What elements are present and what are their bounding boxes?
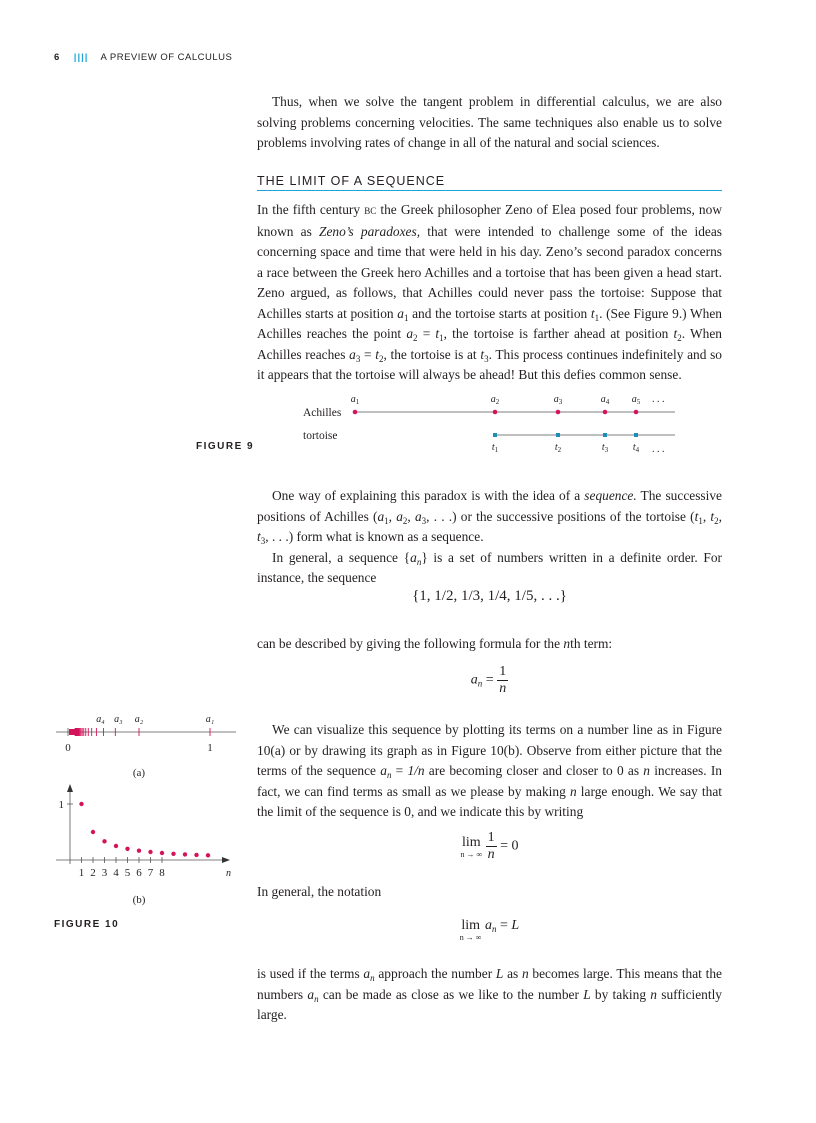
figure-10-label: FIGURE 10 [54,919,120,930]
achilles-position-4 [603,410,608,415]
achilles-label-a4: $a_4$ [600,394,610,406]
achilles-label-a1: $a_1$ [350,394,360,406]
final-paragraph [257,964,722,1026]
formula-limit-zero: lim n → ∞ $\frac{1}{n}$ = 0 [460,830,519,862]
data-point-11 [194,853,198,857]
nth-term-intro [257,634,722,655]
achilles-position-2 [493,410,498,415]
tick-label-one: 1 [207,742,213,754]
achilles-ellipsis: . . . [652,394,665,405]
achilles-position-3 [556,410,561,415]
paragraph-nth-term: can be described by giving the following formula for the nth term: [257,636,613,651]
sequence-set-display [257,588,722,605]
formula-an: $a_n$ = $\frac{1}{n}$ [470,664,507,696]
paragraph-zeno: In the fifth century BC the Greek philosopher Zeno of Elea posed four problems, now known as Zeno’s paradoxes, that were intended to challenge some of the ideas concerning space and time that were held in his day. Zeno’s second paradox concerns a race between the Greek hero Achilles and a tortoise that has been given a head start. Zeno argued, as follows, that Achilles could never pass the tortoise: Suppose that Achilles starts at position $a_1$ and the tortoise starts at position $t_1$. (See Figure 9.) When Achilles reaches the point $a_2 = t_1$, the tortoise is farther ahead at position $t_2$. When Achilles reaches $a_3 = t_2$, the tortoise is at $t_3$. This process continues indefinitely and so it appears that the tortoise will always be ahead! But this defies common sense. [257,202,722,382]
tortoise-ellipsis: . . . [652,444,665,455]
data-point-4 [114,844,118,848]
data-point-10 [183,852,187,856]
term-label-a1: a₁ [205,714,215,725]
page-number: 6 [54,52,60,63]
term-label-a3: a₃ [114,714,123,725]
running-header [54,52,232,63]
visualize-paragraph [257,720,722,823]
x-tick-label-3: 3 [101,867,108,879]
figure-9 [295,390,685,460]
y-tick-label-1: 1 [58,799,64,811]
term-cluster [69,729,79,735]
tortoise-label-t4: $t_4$ [632,442,640,454]
tortoise-position-2 [556,433,560,437]
tortoise-label-t3: $t_3$ [601,442,609,454]
x-tick-label-5: 5 [124,867,131,879]
paragraph-sequence: One way of explaining this paradox is with the idea of a sequence. The successive positions of Achilles ($a_1$, $a_2$, $a_3$, . . .) or the successive positions of the tortoise ($t_1$, $t_2$, $t_3$, . . .) form what is known as a sequence. [257,488,722,546]
x-tick-label-4: 4 [113,867,119,879]
achilles-label: Achilles [303,407,342,419]
x-axis-label-n: n [226,868,231,879]
caption-a: (a) [132,767,146,779]
data-point-12 [206,853,210,857]
formula-limit-L: lim n → ∞ $a_n = L$ [459,918,520,942]
x-tick-label-6: 6 [136,867,142,879]
term-label-a2: a₂ [134,714,144,725]
x-axis-arrow [222,857,230,863]
tortoise-position-4 [634,433,638,437]
achilles-label-a2: $a_2$ [490,394,500,406]
tortoise-label-t2: $t_2$ [554,442,562,454]
data-point-2 [91,830,95,834]
data-point-7 [148,850,152,854]
figure-10a [54,706,239,784]
data-point-1 [79,802,83,806]
tortoise-position-3 [603,433,607,437]
caption-b: (b) [132,894,146,906]
paragraph-notation: In general, the notation [257,884,382,899]
data-point-6 [137,848,141,852]
tick-label-zero: 0 [65,742,71,754]
achilles-label-a5: $a_5$ [631,394,641,406]
sequence-set: {1, 1/2, 1/3, 1/4, 1/5, . . .} [412,588,567,604]
header-bars: |||| [73,52,89,63]
notation-line [257,882,722,903]
running-title: A PREVIEW OF CALCULUS [100,52,233,63]
paragraph-visualize: We can visualize this sequence by plotting its terms on a number line as in Figure 10(a) or by drawing its graph as in Figure 10(b). Observe from either picture that the terms of the sequence $a_n = 1/n$ are becoming closer and closer to 0 as n increases. In fact, we can find terms as small as we please by making n large enough. We say that the limit of the sequence is 0, and we indicate this by writing [257,722,722,819]
tortoise-label-t1: $t_1$ [491,442,499,454]
x-tick-label-1: 1 [78,867,85,879]
intro-paragraph [257,92,722,154]
tortoise-label: tortoise [303,430,338,442]
y-axis-arrow [67,784,73,792]
achilles-position-1 [353,410,358,415]
x-tick-label-8: 8 [159,867,165,879]
achilles-position-5 [634,410,639,415]
tortoise-position-1 [493,433,497,437]
data-point-5 [125,847,129,851]
achilles-label-a3: $a_3$ [553,394,563,406]
term-label-a4: a₄ [96,714,105,725]
data-point-3 [102,839,106,843]
data-point-9 [171,852,175,856]
sequence-paragraphs [257,486,722,589]
data-point-8 [160,851,164,855]
paragraph-final: is used if the terms $a_n$ approach the number L as n becomes large. This means that the numbers $a_n$ can be made as close as we like to the number L by taking n sufficiently large. [257,966,723,1022]
paragraph-general: In general, a sequence $\{a_n\}$ is a set of numbers written in a definite order. For instance, the sequence [257,549,722,585]
figure-10b [54,784,239,910]
x-tick-label-7: 7 [147,867,154,879]
zeno-paragraph [257,200,722,386]
figure-9-label: FIGURE 9 [196,441,255,452]
section-heading: THE LIMIT OF A SEQUENCE [257,174,722,191]
paragraph-tangent: Thus, when we solve the tangent problem in differential calculus, we are also solving problems concerning velocities. The same techniques also enable us to solve problems involving rates of change in all of the natural and social sciences. [257,94,722,150]
x-tick-label-2: 2 [90,867,96,879]
